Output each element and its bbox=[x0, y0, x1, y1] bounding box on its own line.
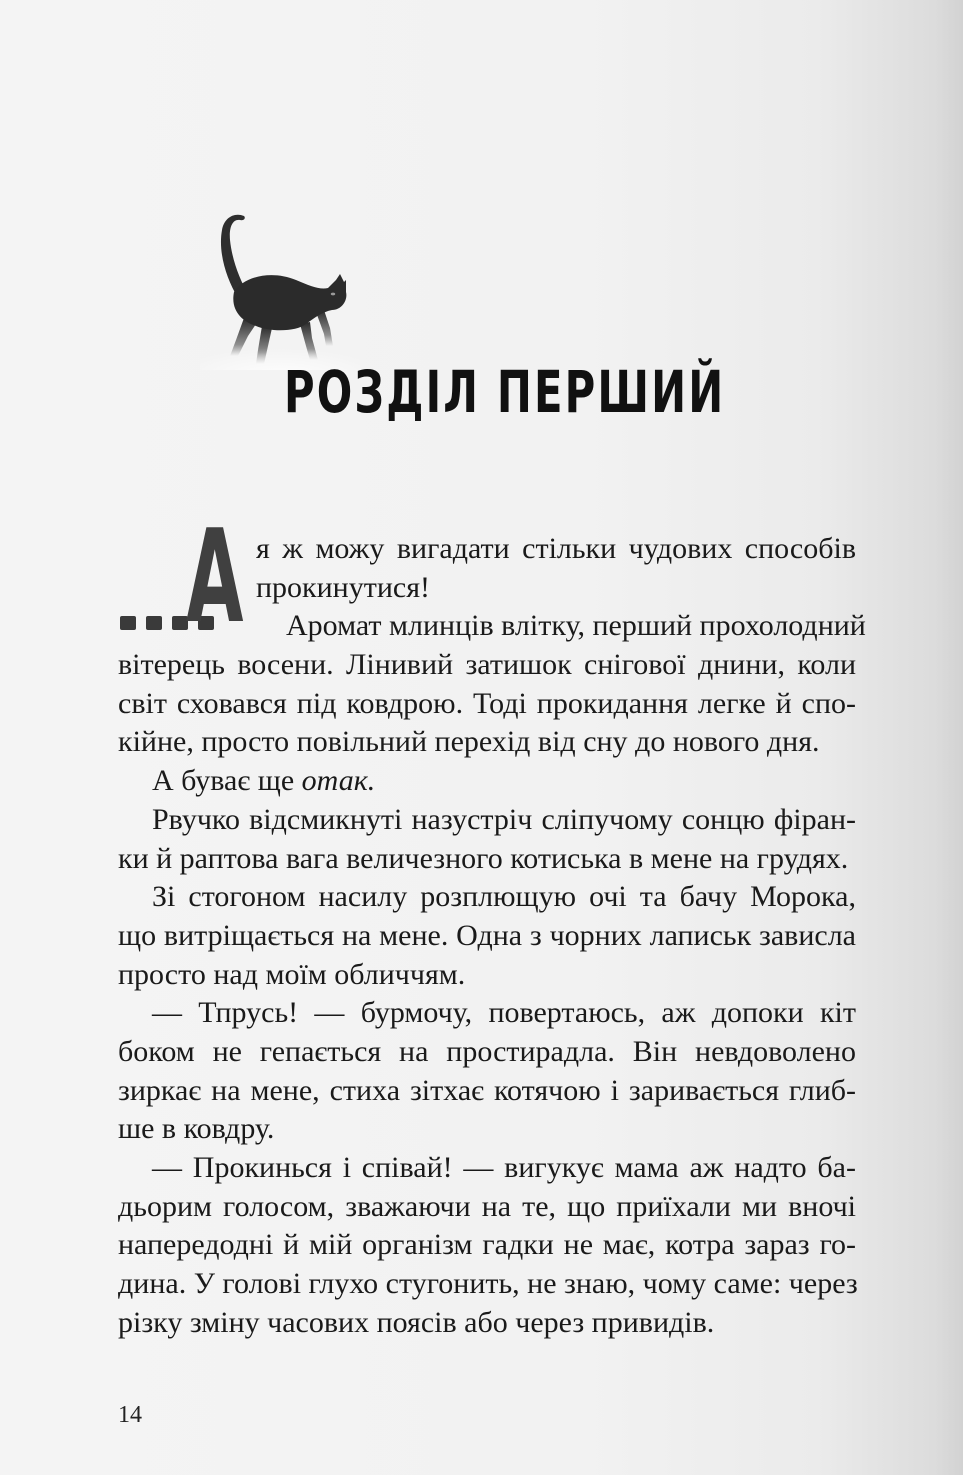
text-line: я ж можу вигадати стільки чудових способів bbox=[256, 532, 856, 565]
text-line bbox=[118, 762, 856, 801]
text-line: ки й раптова вага величезного котиська в мене на грудях. bbox=[118, 841, 849, 875]
italic-emphasis: отак. bbox=[301, 764, 376, 798]
text-line: боком не гепається на простирадла. Він невдоволено bbox=[118, 1034, 856, 1068]
text-line: просто над моїм обличчям. bbox=[118, 957, 466, 991]
drop-cap-letter: А bbox=[186, 503, 244, 652]
page-number: 14 bbox=[118, 1402, 142, 1428]
text-line: Аромат млинців влітку, перший прохолодний bbox=[286, 609, 866, 643]
text-line: Зі стогоном насилу розплющую очі та бачу Морока, bbox=[152, 880, 856, 914]
text-line: — Прокинься і співай! — вигукує мама аж надто ба- bbox=[152, 1151, 856, 1184]
text-fragment: А буває ще bbox=[152, 764, 302, 798]
chapter-title: РОЗДІЛ ПЕРШИЙ bbox=[284, 358, 726, 426]
text-line: дина. У голові глухо стугонить, не знаю, чому саме: через bbox=[118, 1267, 858, 1301]
text-line: Рвучко відсмикнуті назустріч сліпучому сонцю фіран- bbox=[152, 802, 856, 836]
text-line: напередодні й мій організм гадки не має, котра зараз го- bbox=[118, 1228, 856, 1262]
text-line: кійне, просто повільний перехід від сну до нового дня. bbox=[118, 725, 820, 759]
text-line: вітерець восени. Лінивий затишок снігової днини, коли bbox=[118, 648, 856, 682]
text-line: різку зміну часових поясів або через привидів. bbox=[118, 1305, 715, 1339]
text-line: світ сховався під ковдрою. Тоді прокидання легке й спо- bbox=[118, 686, 856, 720]
cat-illustration-icon bbox=[200, 200, 360, 370]
text-line: ше в ковдру. bbox=[118, 1112, 275, 1146]
text-line: зиркає на мене, стиха зітхає котячою і заривається глиб- bbox=[118, 1073, 856, 1107]
text-line: прокинутися! bbox=[256, 570, 431, 604]
text-line: дьорим голосом, зважаючи на те, що приїхали ми вночі bbox=[118, 1189, 856, 1223]
text-line: — Тпрусь! — бурмочу, повертаюсь, аж допоки кіт bbox=[152, 996, 856, 1030]
chapter-body-text bbox=[118, 530, 866, 1342]
text-line: що витріщається на мене. Одна з чорних лаписьк зависла bbox=[118, 918, 856, 952]
